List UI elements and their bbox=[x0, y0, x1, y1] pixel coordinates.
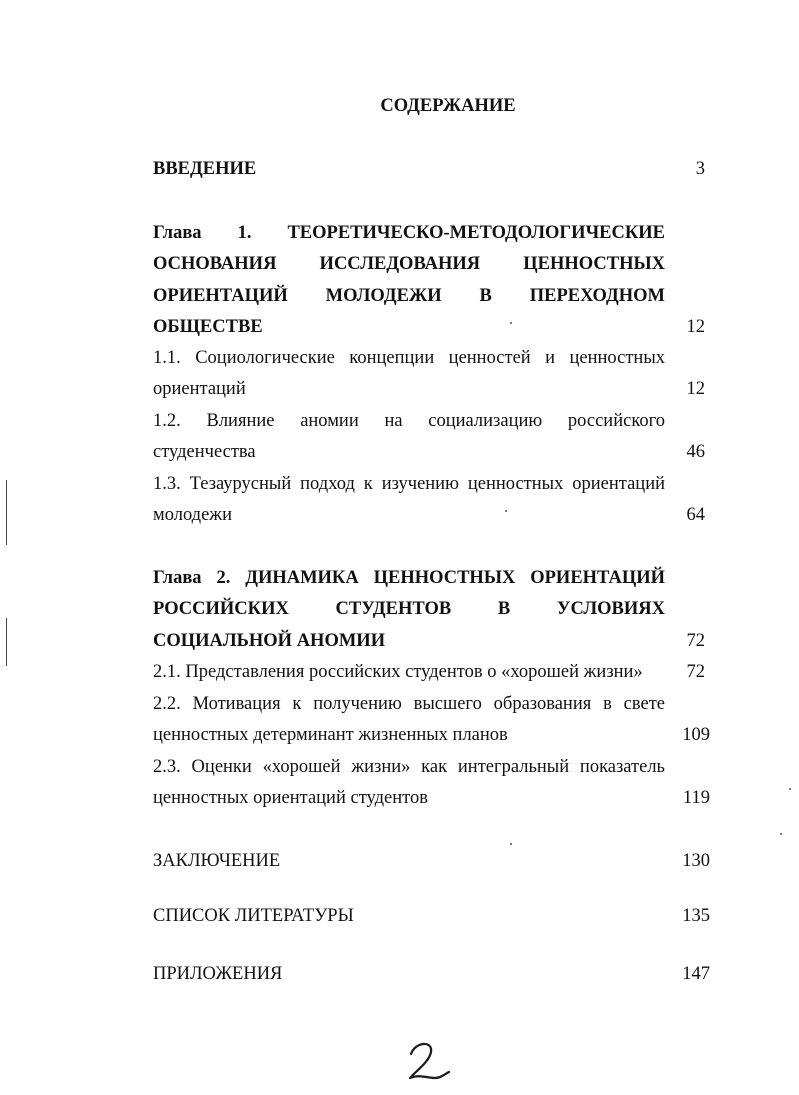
toc-section-2-3-cont: ценностных ориентаций студентов bbox=[153, 788, 428, 808]
toc-section-1-2: 1.2. Влияние аномии на социализацию российского bbox=[153, 411, 665, 431]
toc-conclusion-page: 130 bbox=[682, 851, 710, 871]
toc-section-1-1-page: 12 bbox=[686, 379, 705, 399]
toc-section-2-2-cont: ценностных детерминант жизненных планов bbox=[153, 725, 508, 745]
toc-references-label: СПИСОК ЛИТЕРАТУРЫ bbox=[153, 906, 354, 926]
toc-section-1-3-page: 64 bbox=[686, 505, 705, 525]
toc-chapter1-page: 12 bbox=[686, 317, 705, 337]
toc-section-2-1-page: 72 bbox=[686, 662, 705, 682]
toc-section-1-3: 1.3. Тезаурусный подход к изучению ценностных ориентаций bbox=[153, 474, 665, 494]
toc-chapter1-line: Глава 1. ТЕОРЕТИЧЕСКО-МЕТОДОЛОГИЧЕСКИЕ bbox=[153, 223, 665, 243]
toc-section-2-3-page: 119 bbox=[682, 788, 710, 808]
scan-speck bbox=[510, 843, 512, 845]
scan-edge-mark bbox=[6, 480, 7, 545]
toc-section-2-2: 2.2. Мотивация к получению высшего образования в свете bbox=[153, 694, 665, 714]
toc-chapter1-line: ОСНОВАНИЯ ИССЛЕДОВАНИЯ ЦЕННОСТНЫХ bbox=[153, 254, 665, 274]
scan-speck bbox=[780, 833, 782, 835]
toc-chapter2-line-last: СОЦИАЛЬНОЙ АНОМИИ bbox=[153, 631, 386, 651]
toc-chapter2-line: РОССИЙСКИХ СТУДЕНТОВ В УСЛОВИЯХ bbox=[153, 599, 665, 619]
scan-edge-mark bbox=[6, 618, 7, 666]
toc-chapter2-page: 72 bbox=[686, 631, 705, 651]
toc-intro-page: 3 bbox=[695, 159, 705, 179]
handwritten-page-number bbox=[405, 1038, 453, 1089]
toc-appendices-label: ПРИЛОЖЕНИЯ bbox=[153, 964, 283, 984]
toc-section-2-3: 2.3. Оценки «хорошей жизни» как интегральный показатель bbox=[153, 757, 665, 777]
toc-chapter1-line-last: ОБЩЕСТВЕ bbox=[153, 317, 263, 337]
toc-section-1-3-cont: молодежи bbox=[153, 505, 232, 525]
toc-conclusion-label: ЗАКЛЮЧЕНИЕ bbox=[153, 851, 281, 871]
toc-section-1-1-cont: ориентаций bbox=[153, 379, 246, 399]
toc-chapter1-line: ОРИЕНТАЦИЙ МОЛОДЕЖИ В ПЕРЕХОДНОМ bbox=[153, 286, 665, 306]
toc-section-2-2-page: 109 bbox=[682, 725, 710, 745]
toc-appendices-page: 147 bbox=[682, 964, 710, 984]
toc-intro-label: ВВЕДЕНИЕ bbox=[153, 159, 257, 179]
toc-section-1-2-page: 46 bbox=[686, 442, 705, 462]
scan-speck bbox=[510, 322, 512, 324]
toc-section-1-2-cont: студенчества bbox=[153, 442, 256, 462]
toc-references-page: 135 bbox=[682, 906, 710, 926]
scan-speck bbox=[505, 510, 507, 512]
toc-section-1-1: 1.1. Социологические концепции ценностей и ценностных bbox=[153, 348, 665, 368]
scan-speck bbox=[789, 788, 791, 790]
handwritten-two-glyph bbox=[405, 1038, 453, 1084]
toc-chapter2-line: Глава 2. ДИНАМИКА ЦЕННОСТНЫХ ОРИЕНТАЦИЙ bbox=[153, 568, 665, 588]
page-title: СОДЕРЖАНИЕ bbox=[380, 96, 516, 116]
toc-section-2-1: 2.1. Представления российских студентов о «хорошей жизни» bbox=[153, 662, 643, 682]
